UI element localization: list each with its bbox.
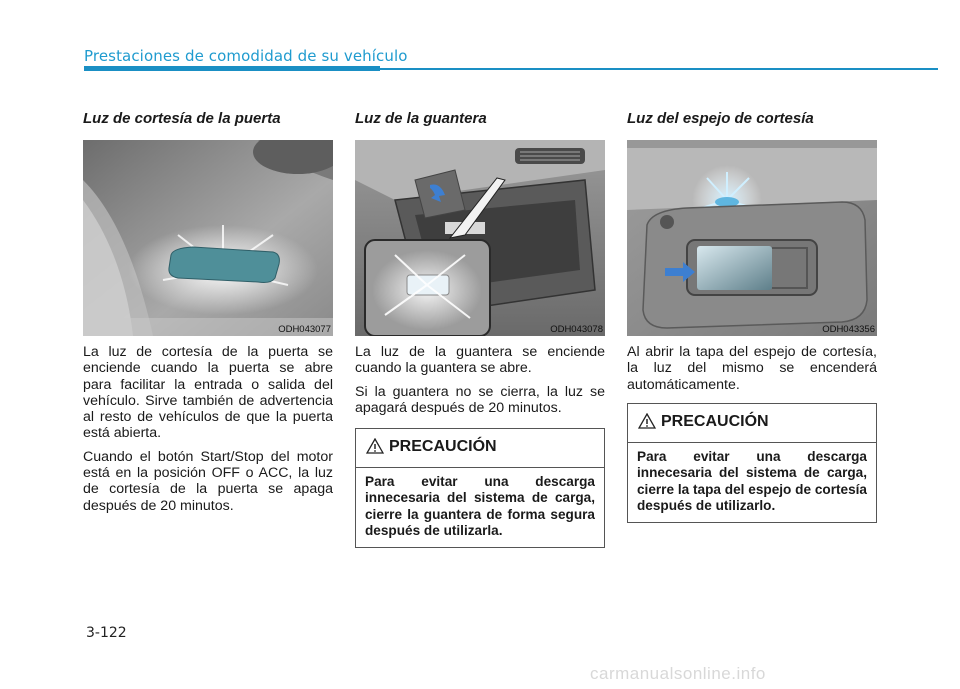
warning-triangle-icon bbox=[638, 413, 656, 429]
figure-code: ODH043078 bbox=[550, 324, 603, 335]
paragraph: La luz de la guantera se enciende cuando la guantera se abre. bbox=[355, 344, 605, 377]
warning-triangle-icon bbox=[366, 438, 384, 454]
column-glovebox-light bbox=[355, 110, 605, 423]
column-vanity-mirror-light bbox=[627, 110, 877, 400]
header-rule-thick bbox=[84, 66, 380, 71]
body-text-vanity-mirror-light bbox=[627, 344, 877, 393]
caution-box-glovebox bbox=[355, 428, 605, 548]
caution-text: Para evitar una descarga innecesaria del sistema de carga, cierre la guantera de forma segura después de utilizarla. bbox=[365, 474, 595, 538]
heading-door-light: Luz de cortesía de la puerta bbox=[83, 110, 281, 127]
page-number: 3-122 bbox=[86, 625, 127, 641]
vanity-mirror-illustration bbox=[627, 140, 877, 336]
column-door-light bbox=[83, 110, 333, 521]
caution-header bbox=[356, 429, 604, 468]
heading-glovebox-light: Luz de la guantera bbox=[355, 110, 487, 127]
body-text-glovebox-light bbox=[355, 344, 605, 416]
door-light-illustration bbox=[83, 140, 333, 336]
figure-code: ODH043077 bbox=[278, 324, 331, 335]
paragraph: La luz de cortesía de la puerta se enciende cuando la puerta se abre para facilitar la entrada o salida del vehículo. Sirve también de advertencia al resto de vehículos de que la puerta está abierta. bbox=[83, 344, 333, 442]
figure-code: ODH043356 bbox=[822, 324, 875, 335]
body-text-door-light bbox=[83, 344, 333, 514]
glovebox-illustration bbox=[355, 140, 605, 336]
caution-box-vanity-mirror bbox=[627, 403, 877, 523]
watermark: carmanualsonline.info bbox=[590, 664, 766, 683]
caution-text: Para evitar una descarga innecesaria del sistema de carga, cierre la tapa del espejo de cortesía después de utilizarlo. bbox=[637, 449, 867, 513]
paragraph: Si la guantera no se cierra, la luz se apagará después de 20 minutos. bbox=[355, 383, 605, 416]
caution-header bbox=[628, 404, 876, 443]
figure-glovebox-light bbox=[355, 140, 605, 336]
figure-vanity-mirror-light bbox=[627, 140, 877, 336]
caution-title: PRECAUCIÓN bbox=[661, 413, 769, 430]
heading-vanity-mirror-light: Luz del espejo de cortesía bbox=[627, 110, 814, 127]
paragraph: Cuando el botón Start/Stop del motor está en la posición OFF o ACC, la luz de cortesía de la puerta se apaga después de 20 minutos. bbox=[83, 448, 333, 514]
caution-title: PRECAUCIÓN bbox=[389, 438, 497, 455]
paragraph: Al abrir la tapa del espejo de cortesía, la luz del mismo se encenderá automáticamente. bbox=[627, 344, 877, 393]
figure-door-light bbox=[83, 140, 333, 336]
section-title: Prestaciones de comodidad de su vehículo bbox=[84, 47, 408, 65]
header-rule-thin bbox=[380, 68, 938, 70]
